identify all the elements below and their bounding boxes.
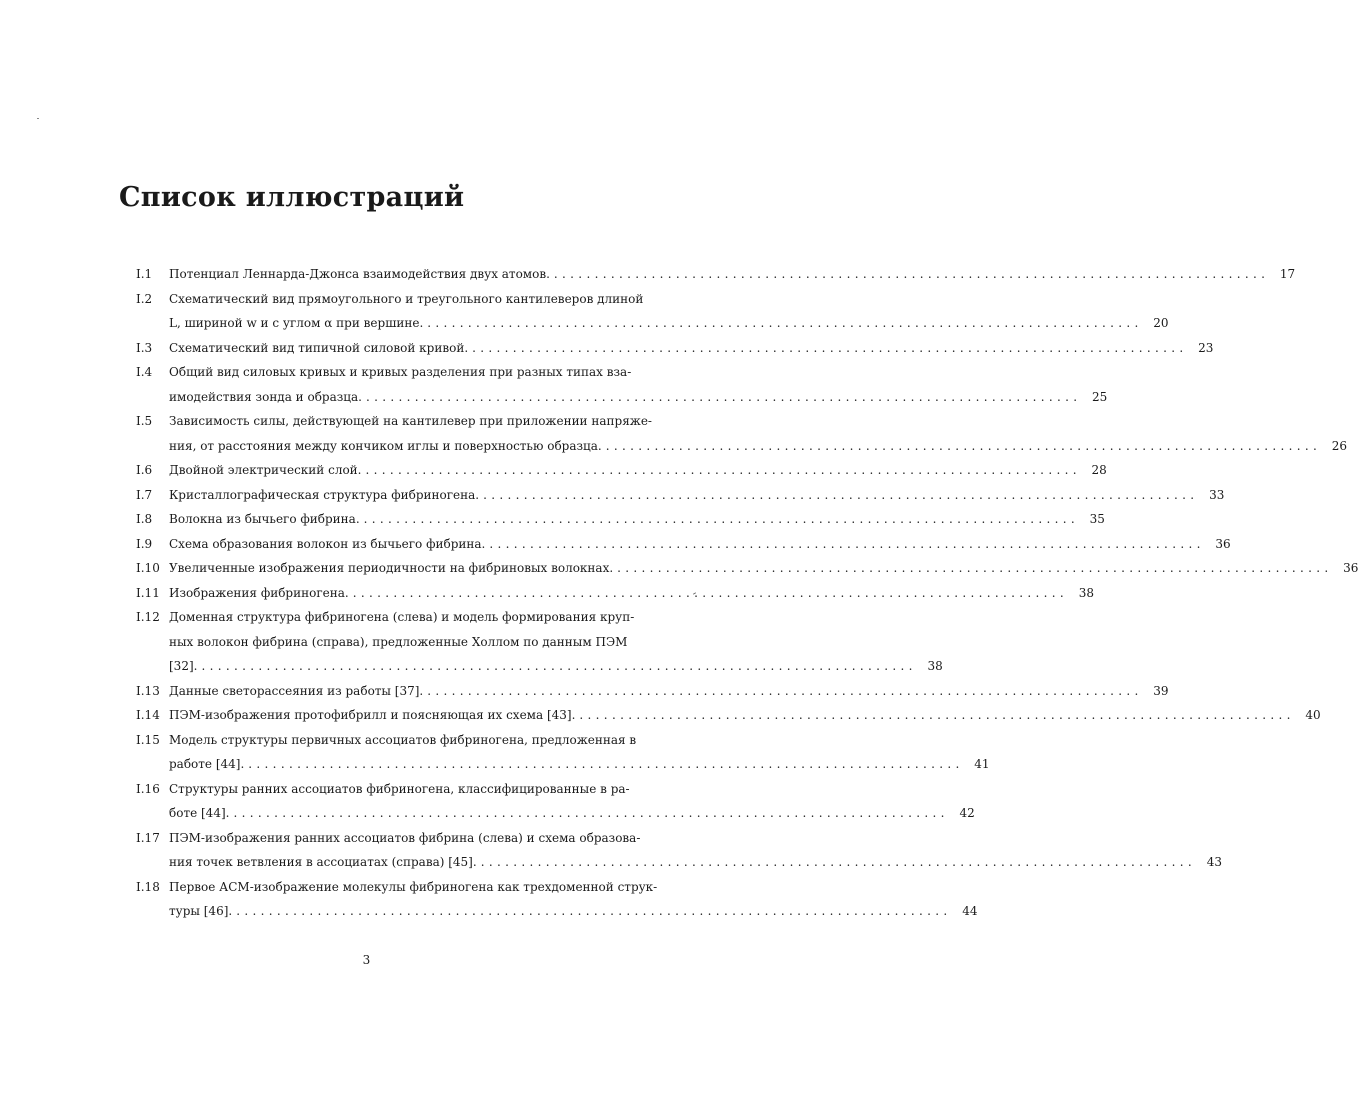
figure-number: I.11 <box>136 585 160 600</box>
caption-line: Данные светорассеяния из работы [37]. <box>169 683 424 698</box>
figure-caption <box>169 605 943 679</box>
caption-line: Схематический вид типичной силовой кривой. <box>169 340 469 355</box>
figure-number: I.2 <box>136 291 153 306</box>
caption-line: имодействия зонда и образца. <box>169 389 362 404</box>
caption-line: L, шириной w и с углом α при вершине. <box>169 316 424 330</box>
list-of-figures <box>136 262 1358 924</box>
figure-number: I.8 <box>136 512 153 526</box>
figure-number: I.1 <box>136 267 153 281</box>
dot-leader <box>481 850 1192 875</box>
page-ref[interactable]: 33 <box>1209 487 1225 502</box>
caption-line: ПЭМ-изображения протофибрилл и поясняющая их схема [43]. <box>169 708 576 722</box>
dot-leader <box>554 262 1265 287</box>
scan-speck <box>37 118 39 119</box>
figure-number: I.5 <box>136 414 153 428</box>
figure-caption <box>169 875 978 924</box>
caption-line: Потенциал Леннарда-Джонса взаимодействия двух атомов. <box>169 267 550 281</box>
dot-leader <box>489 532 1200 557</box>
figure-caption <box>169 483 1225 508</box>
figure-number: I.6 <box>136 463 153 477</box>
toc-entry[interactable] <box>136 728 990 777</box>
page-title: Список иллюстраций <box>119 182 465 213</box>
page-ref[interactable]: 23 <box>1198 340 1214 355</box>
page-ref[interactable]: 26 <box>1331 438 1348 453</box>
figure-caption <box>169 556 1358 581</box>
caption-line: Кристаллографическая структура фибриногена. <box>169 487 480 502</box>
page-ref[interactable]: 36 <box>1215 536 1231 551</box>
toc-entry[interactable] <box>136 483 1225 508</box>
page-ref[interactable]: 17 <box>1279 267 1296 281</box>
dot-leader <box>427 679 1138 704</box>
toc-entry[interactable] <box>136 875 978 924</box>
toc-entry[interactable] <box>136 532 1231 557</box>
page-ref[interactable]: 20 <box>1153 316 1169 330</box>
dot-leader <box>472 336 1183 361</box>
caption-line: Двойной электрический слой. <box>169 463 362 477</box>
figure-number: I.10 <box>136 561 160 575</box>
caption-line: [32]. <box>169 659 198 673</box>
dot-leader <box>366 385 1077 410</box>
caption-line: Схема образования волокон из бычьего фибрина. <box>169 536 486 551</box>
dot-leader <box>427 311 1138 336</box>
toc-entry[interactable] <box>136 556 1358 581</box>
figure-caption <box>169 507 1105 532</box>
page-ref[interactable]: 25 <box>1092 389 1108 404</box>
page-ref[interactable]: 39 <box>1153 683 1169 698</box>
dot-leader <box>606 434 1317 459</box>
toc-entry[interactable] <box>136 287 1169 336</box>
figure-caption <box>169 360 1108 409</box>
toc-entry[interactable] <box>136 777 975 826</box>
dot-leader <box>236 899 947 924</box>
figure-number: I.15 <box>136 732 160 747</box>
toc-entry[interactable] <box>136 703 1321 728</box>
figure-caption <box>169 287 1169 336</box>
caption-line: ПЭМ-изображения ранних ассоциатов фибрина (слева) и схема образова- <box>169 830 641 845</box>
page-ref[interactable]: 40 <box>1305 708 1321 722</box>
toc-entry[interactable] <box>136 458 1107 483</box>
figure-caption <box>169 458 1107 483</box>
figure-caption <box>169 336 1214 361</box>
dot-leader <box>364 507 1075 532</box>
figure-caption <box>169 409 1348 458</box>
caption-line: Общий вид силовых кривых и кривых разделения при разных типах вза- <box>169 365 632 379</box>
caption-line: ных волокон фибрина (справа), предложенные Холлом по данным ПЭМ <box>169 634 628 649</box>
page-ref[interactable]: 38 <box>927 659 943 673</box>
caption-line: туры [46]. <box>169 904 233 918</box>
figure-number: I.18 <box>136 879 160 894</box>
figure-caption <box>169 532 1231 557</box>
toc-entry[interactable] <box>136 360 1108 409</box>
dot-leader <box>365 458 1076 483</box>
figure-number: I.7 <box>136 487 153 502</box>
toc-entry[interactable] <box>136 336 1214 361</box>
toc-entry[interactable] <box>136 679 1169 704</box>
figure-caption <box>169 728 990 777</box>
figure-number: I.3 <box>136 340 153 355</box>
dot-leader <box>617 556 1328 581</box>
figure-number: I.14 <box>136 708 160 722</box>
caption-line: ния, от расстояния между кончиком иглы и поверхностью образца. <box>169 438 602 453</box>
page-ref[interactable]: 44 <box>962 904 978 918</box>
dot-leader <box>353 581 1064 606</box>
caption-line: Волокна из бычьего фибрина. <box>169 512 360 526</box>
toc-entry[interactable] <box>136 507 1105 532</box>
page-ref[interactable]: 43 <box>1206 855 1222 869</box>
page-ref[interactable]: 42 <box>959 806 975 820</box>
dot-leader <box>579 703 1290 728</box>
toc-entry[interactable] <box>136 581 1094 606</box>
caption-line: Зависимость силы, действующей на кантилевер при приложении напряже- <box>169 414 652 428</box>
figure-caption <box>169 679 1169 704</box>
page-ref[interactable]: 41 <box>974 757 990 771</box>
figure-number: I.17 <box>136 830 160 845</box>
figure-number: I.12 <box>136 610 160 624</box>
dot-leader <box>248 752 959 777</box>
figure-caption <box>169 826 1222 875</box>
caption-line: Доменная структура фибриногена (слева) и модель формирования круп- <box>169 610 635 624</box>
figure-caption <box>169 703 1321 728</box>
page-number: 3 <box>362 953 371 967</box>
caption-line: Структуры ранних ассоциатов фибриногена, классифицированные в ра- <box>169 781 630 796</box>
figure-caption <box>169 581 1094 606</box>
toc-entry[interactable] <box>136 826 1222 875</box>
toc-entry[interactable] <box>136 605 943 679</box>
figure-number: I.16 <box>136 781 160 796</box>
caption-line: боте [44]. <box>169 806 230 820</box>
toc-entry[interactable] <box>136 409 1348 458</box>
toc-entry[interactable] <box>136 262 1296 287</box>
page-ref[interactable]: 38 <box>1078 585 1094 600</box>
figure-number: I.13 <box>136 683 160 698</box>
figure-caption <box>169 777 975 826</box>
figure-caption <box>169 262 1296 287</box>
page-ref[interactable]: 28 <box>1091 463 1107 477</box>
figure-number: I.4 <box>136 365 153 379</box>
caption-line: Модель структуры первичных ассоциатов фибриногена, предложенная в <box>169 732 637 747</box>
figure-number: I.9 <box>136 536 153 551</box>
dot-leader <box>483 483 1194 508</box>
caption-line: работе [44]. <box>169 757 245 771</box>
page-ref[interactable]: 35 <box>1089 512 1105 526</box>
caption-line: Первое АСМ-изображение молекулы фибриногена как трехдоменной струк- <box>169 879 658 894</box>
caption-line: Схематический вид прямоугольного и треугольного кантилеверов длиной <box>169 291 644 306</box>
caption-line: ния точек ветвления в ассоциатах (справа) [45]. <box>169 855 477 869</box>
dot-leader <box>201 654 912 679</box>
caption-line: Увеличенные изображения периодичности на фибриновых волокнах. <box>169 561 614 575</box>
caption-line: Изображения фибриногена. <box>169 585 349 600</box>
page-ref[interactable]: 36 <box>1343 561 1358 575</box>
dot-leader <box>233 801 944 826</box>
